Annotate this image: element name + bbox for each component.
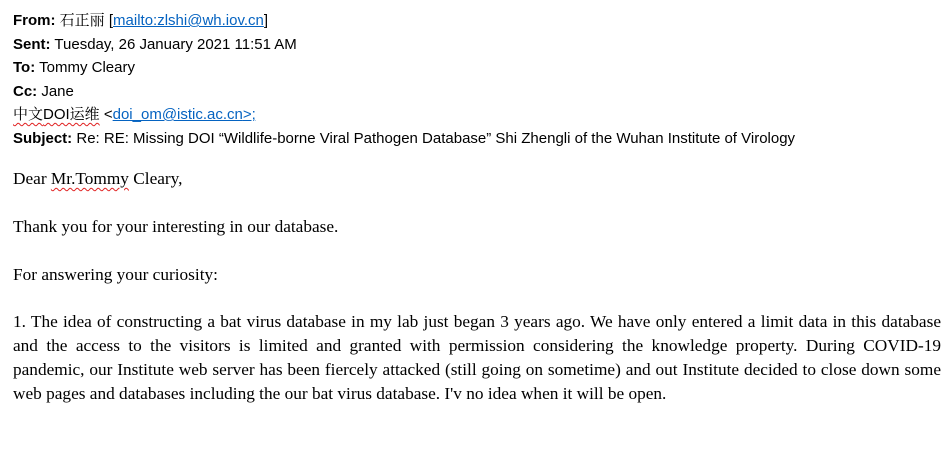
sent-value: Tuesday, 26 January 2021 11:51 AM xyxy=(54,35,297,53)
cc-extra-angle-close: >; xyxy=(242,106,256,123)
from-bracket-open: [ xyxy=(108,12,114,29)
salutation xyxy=(13,167,941,191)
cc-extra-email-link[interactable]: doi_om@istic.ac.cn xyxy=(112,106,243,123)
subject-line xyxy=(13,127,941,151)
cc-line xyxy=(13,80,941,104)
cc-extra-name-part1: 中文 xyxy=(13,106,44,123)
from-name: 石正丽 xyxy=(59,12,105,29)
to-value: Tommy Cleary xyxy=(39,59,135,76)
body-paragraph-1: Thank you for your interesting in our database. xyxy=(13,216,339,236)
salutation-name: Mr.Tommy xyxy=(50,169,129,188)
from-mailto-link[interactable]: mailto:zlshi@wh.iov.cn xyxy=(113,12,264,29)
to-label: To: xyxy=(13,59,36,76)
sent-label: Sent: xyxy=(13,35,51,53)
body-paragraph-3: 1. The idea of constructing a bat virus database in my lab just began 3 years ago. We have only entered a limit data in this database and the access to the visitors is limited and granted with permission considering the knowledge property. During COVID-19 pandemic, our Institute web server has been fiercely attacked (still going on sometime) and out Institute decided to close down some web pages and databases including the our bat virus database. I'v no idea when it will be open. xyxy=(13,312,941,403)
body-paragraph-2: For answering your curiosity: xyxy=(13,264,218,284)
from-bracket-close: ] xyxy=(263,12,269,29)
from-label: From: xyxy=(13,12,56,29)
subject-value: Re: RE: Missing DOI “Wildlife-borne Viral Pathogen Database” Shi Zhengli of the Wuhan Institute of Virology xyxy=(76,129,796,147)
subject-label: Subject: xyxy=(13,129,73,147)
cc-extra-name-part2: DOI运维 xyxy=(43,106,100,123)
cc-extra-line xyxy=(13,103,941,127)
salutation-suffix: Cleary, xyxy=(128,169,183,188)
salutation-prefix: Dear xyxy=(13,169,51,188)
sent-line xyxy=(13,33,941,57)
cc-extra-angle-open: < xyxy=(99,106,113,123)
cc-value: Jane xyxy=(41,82,74,100)
from-line xyxy=(13,9,941,33)
to-line xyxy=(13,56,941,80)
email-message xyxy=(13,9,941,406)
cc-label: Cc: xyxy=(13,82,38,100)
